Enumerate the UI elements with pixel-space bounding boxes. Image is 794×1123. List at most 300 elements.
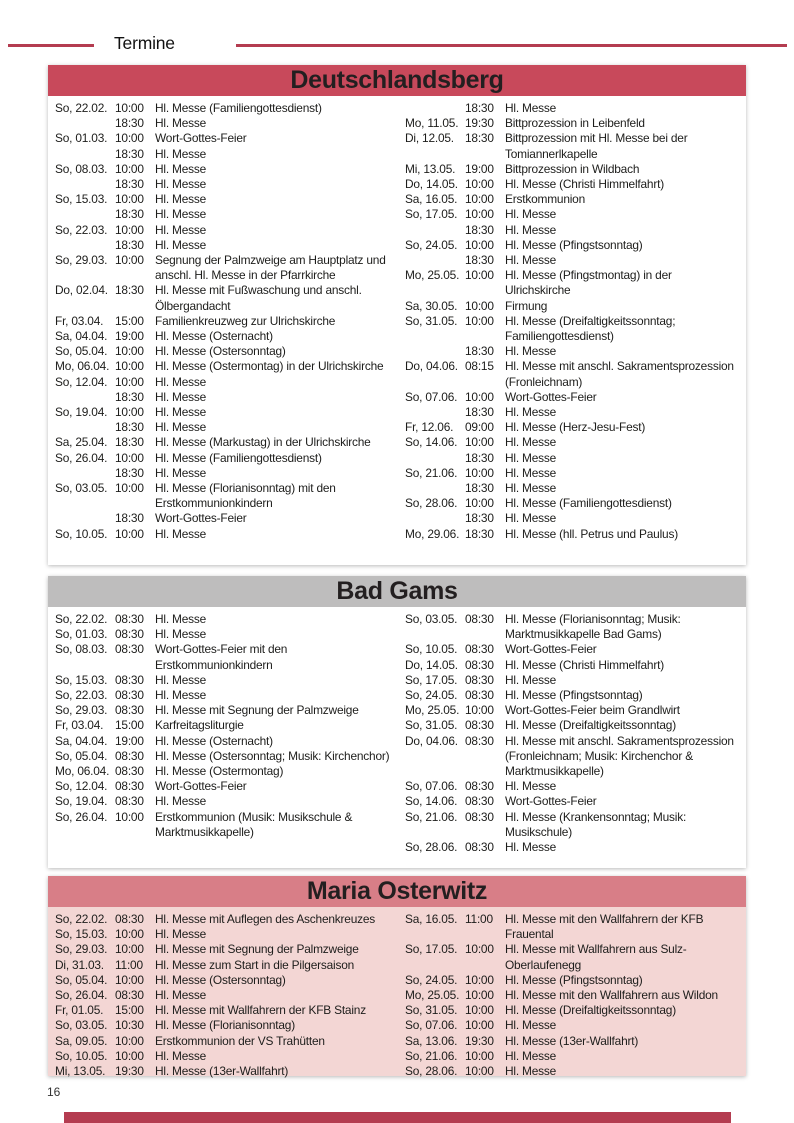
event-date: So, 19.04. (55, 405, 108, 420)
schedule-row (55, 238, 399, 253)
event-date: So, 24.05. (405, 972, 458, 987)
event-time: 08:30 (115, 688, 144, 703)
section-title-osterwitz: Maria Osterwitz (48, 876, 746, 907)
event-time: 10:00 (115, 972, 144, 987)
event-time: 18:30 (465, 344, 494, 359)
event-date: So, 03.05. (55, 481, 108, 496)
event-desc: Wort-Gottes-Feier (505, 642, 597, 657)
event-date: So, 28.06. (405, 1064, 458, 1079)
event-date: Mo, 06.04. (55, 764, 110, 779)
event-time: 18:30 (115, 420, 144, 435)
event-desc: Hl. Messe (155, 794, 207, 809)
schedule-row (405, 1018, 739, 1033)
event-desc: Hl. Messe (155, 526, 207, 541)
schedule-row (55, 451, 399, 466)
event-date: So, 17.05. (405, 672, 458, 687)
event-desc: Familienkreuzweg zur Ulrichskirche (155, 313, 336, 328)
event-date: So, 03.05. (405, 612, 458, 626)
event-date: So, 05.04. (55, 344, 108, 359)
event-time: 10:00 (115, 927, 144, 942)
event-date: Sa, 09.05. (55, 1033, 108, 1048)
event-desc: Hl. Messe (505, 253, 557, 268)
schedule-row (405, 405, 739, 420)
schedule-row (405, 116, 739, 131)
schedule-row (55, 223, 399, 238)
event-desc: Erstkommunion (505, 192, 586, 207)
event-time: 10:00 (115, 192, 144, 207)
schedule-row (55, 794, 399, 809)
event-date: So, 07.06. (405, 1018, 458, 1033)
event-time: 10:00 (465, 1018, 494, 1033)
event-desc: Hl. Messe (155, 207, 207, 222)
event-desc: Hl. Messe (155, 374, 207, 389)
footer-rule (64, 1112, 731, 1123)
event-date: Do, 04.06. (405, 733, 458, 748)
event-date (55, 420, 115, 435)
schedule-row (55, 764, 399, 779)
schedule-row (405, 238, 739, 253)
event-time: 08:30 (115, 794, 144, 809)
event-time: 18:30 (115, 283, 144, 298)
page-title: Termine (114, 33, 175, 53)
event-desc: Hl. Messe (155, 161, 207, 176)
event-date: Sa, 30.05. (405, 298, 458, 313)
event-time: 18:30 (115, 207, 144, 222)
event-date (55, 207, 115, 222)
event-date: So, 22.02. (55, 612, 108, 626)
schedule-row (55, 1003, 399, 1018)
event-desc: Hl. Messe (Dreifaltigkeitssonntag) (505, 718, 676, 733)
event-time: 10:00 (465, 1003, 494, 1018)
schedule-column-left (55, 612, 399, 855)
event-time: 10:00 (115, 359, 144, 374)
schedule-row (405, 435, 739, 450)
event-date (55, 511, 115, 526)
event-desc: Hl. Messe (505, 511, 557, 526)
event-date: So, 14.06. (405, 794, 458, 809)
event-desc: Hl. Messe (505, 1048, 557, 1063)
event-time: 10:00 (465, 496, 494, 511)
event-date: So, 22.02. (55, 101, 108, 115)
header-rule-right (236, 44, 787, 47)
event-time: 18:30 (465, 481, 494, 496)
event-time: 11:00 (465, 912, 493, 926)
event-time: 08:30 (115, 748, 144, 763)
schedule-row (55, 405, 399, 420)
event-time: 10:00 (115, 481, 144, 496)
event-desc: Hl. Messe mit anschl. Sakramentsprozession (Fronleichnam; Musik: Kirchenchor & Marktmusikkapelle) (505, 733, 734, 779)
event-desc: Hl. Messe mit Segnung der Palmzweige (155, 703, 359, 718)
event-desc: Hl. Messe (Ostersonntag) (155, 972, 286, 987)
event-desc: Hl. Messe zum Start in die Pilgersaison (155, 957, 355, 972)
event-time: 08:30 (465, 718, 494, 733)
event-time: 10:00 (115, 526, 144, 541)
event-time: 18:30 (115, 146, 144, 161)
event-time: 15:00 (115, 313, 144, 328)
event-desc: Wort-Gottes-Feier mit den Erstkommunionkindern (155, 642, 288, 672)
event-time: 08:30 (465, 794, 494, 809)
event-date: So, 03.05. (55, 1018, 108, 1033)
event-desc: Hl. Messe (505, 465, 557, 480)
event-date: Do, 14.05. (405, 177, 458, 192)
event-desc: Hl. Messe (Familiengottesdienst) (155, 101, 322, 115)
schedule-row (405, 223, 739, 238)
schedule-column-right (405, 612, 739, 855)
event-time: 08:30 (465, 642, 494, 657)
event-time: 10:00 (465, 268, 494, 283)
schedule-row (405, 481, 739, 496)
schedule-row (55, 375, 399, 390)
event-time: 18:30 (465, 511, 494, 526)
event-desc: Hl. Messe (155, 627, 207, 642)
schedule-row (55, 703, 399, 718)
event-date: So, 29.03. (55, 703, 108, 718)
schedule-row (55, 1049, 399, 1064)
event-time: 18:30 (115, 237, 144, 252)
event-desc: Segnung der Palmzweige am Hauptplatz und anschl. Hl. Messe in der Pfarrkirche (155, 253, 386, 283)
event-desc: Wort-Gottes-Feier (505, 794, 597, 809)
event-desc: Hl. Messe (505, 840, 557, 855)
schedule-row (405, 1034, 739, 1049)
event-date (405, 223, 465, 238)
event-time: 10:00 (115, 161, 144, 176)
event-time: 10:30 (115, 1018, 144, 1033)
event-date: So, 22.03. (55, 688, 108, 703)
event-time: 10:00 (465, 465, 494, 480)
event-date: So, 10.05. (405, 642, 458, 657)
event-time: 08:30 (465, 809, 494, 824)
event-desc: Wort-Gottes-Feier (155, 779, 247, 794)
event-desc: Hl. Messe (155, 672, 207, 687)
event-time: 10:00 (465, 177, 494, 192)
event-time: 18:30 (115, 465, 144, 480)
event-time: 10:00 (115, 450, 144, 465)
schedule-badgams (48, 607, 746, 855)
event-desc: Wort-Gottes-Feier beim Grandlwirt (505, 703, 680, 718)
schedule-row (405, 451, 739, 466)
event-date: Fr, 01.05. (55, 1003, 104, 1018)
event-desc: Hl. Messe (Familiengottesdienst) (505, 496, 672, 511)
event-date: So, 28.06. (405, 496, 458, 511)
schedule-row (55, 627, 399, 642)
schedule-row (55, 359, 399, 374)
schedule-row (405, 131, 739, 161)
section-title-deutschlandsberg: Deutschlandsberg (48, 65, 746, 96)
event-time: 10:00 (465, 298, 494, 313)
event-date: So, 28.06. (405, 840, 458, 855)
event-desc: Hl. Messe (505, 207, 557, 222)
event-time: 18:30 (465, 526, 494, 541)
event-desc: Karfreitagsliturgie (155, 718, 244, 733)
schedule-row (55, 912, 399, 927)
event-desc: Hl. Messe (505, 344, 557, 359)
event-date: So, 24.05. (405, 237, 458, 252)
event-time: 18:30 (465, 222, 494, 237)
event-desc: Erstkommunion (Musik: Musikschule & Marktmusikkapelle) (155, 809, 353, 839)
schedule-row (405, 466, 739, 481)
event-desc: Hl. Messe (155, 988, 207, 1003)
event-time: 08:30 (115, 912, 144, 926)
event-date: So, 29.03. (55, 253, 108, 268)
event-time: 10:00 (465, 1048, 494, 1063)
event-date: So, 07.06. (405, 389, 458, 404)
event-desc: Hl. Messe (155, 222, 207, 237)
schedule-row (405, 268, 739, 298)
event-desc: Hl. Messe (505, 672, 557, 687)
event-time: 08:30 (115, 627, 144, 642)
schedule-row (55, 511, 399, 526)
event-desc: Hl. Messe (Dreifaltigkeitssonntag; Familiengottesdienst) (505, 313, 676, 344)
event-date: Sa, 04.04. (55, 329, 108, 344)
event-desc: Hl. Messe (Florianisonntag) mit den Erstkommunionkindern (155, 481, 336, 511)
schedule-row (405, 673, 739, 688)
event-date (405, 253, 465, 268)
event-desc: Hl. Messe (Markustag) in der Ulrichskirche (155, 435, 371, 450)
event-date: Mo, 06.04. (55, 359, 110, 374)
event-date: Do, 02.04. (55, 283, 108, 298)
event-time: 15:00 (115, 718, 144, 733)
schedule-row (55, 734, 399, 749)
event-desc: Firmung (505, 298, 548, 313)
schedule-row (405, 642, 739, 657)
event-date (55, 147, 115, 162)
schedule-deutschlandsberg (48, 96, 746, 542)
event-date: So, 15.03. (55, 192, 108, 207)
event-desc: Hl. Messe (hll. Petrus und Paulus) (505, 526, 678, 541)
schedule-row (405, 973, 739, 988)
event-desc: Bittprozession in Leibenfeld (505, 116, 645, 131)
schedule-row (405, 511, 739, 526)
event-date: So, 08.03. (55, 642, 108, 657)
event-time: 10:00 (115, 131, 144, 146)
event-desc: Hl. Messe (155, 465, 207, 480)
event-desc: Hl. Messe mit Wallfahrern der KFB Stainz (155, 1003, 366, 1018)
event-desc: Hl. Messe (505, 405, 557, 420)
schedule-row (405, 162, 739, 177)
schedule-row (405, 192, 739, 207)
event-time: 19:00 (115, 329, 144, 344)
event-date (405, 405, 465, 420)
schedule-row (405, 527, 739, 542)
event-date: Mo, 25.05. (405, 268, 460, 283)
event-desc: Hl. Messe (Osternacht) (155, 329, 273, 344)
event-desc: Hl. Messe (Florianisonntag) (155, 1018, 295, 1033)
event-date: So, 10.05. (55, 526, 108, 541)
event-date: So, 08.03. (55, 161, 108, 176)
event-desc: Hl. Messe (505, 1064, 557, 1079)
schedule-row (405, 840, 739, 855)
schedule-column-left (55, 912, 399, 1079)
event-desc: Hl. Messe (505, 1018, 557, 1033)
event-desc: Wort-Gottes-Feier (505, 389, 597, 404)
event-desc: Hl. Messe (155, 192, 207, 207)
event-date: So, 22.03. (55, 222, 108, 237)
event-date (55, 466, 115, 481)
event-time: 08:30 (465, 672, 494, 687)
event-desc: Hl. Messe (505, 435, 557, 450)
schedule-row (55, 1034, 399, 1049)
event-date: So, 14.06. (405, 435, 458, 450)
event-date: So, 26.04. (55, 988, 108, 1003)
event-date: Sa, 16.05. (405, 192, 458, 207)
event-desc: Hl. Messe (Ostermontag) (155, 764, 284, 779)
event-time: 11:00 (115, 957, 143, 972)
event-date: So, 21.06. (405, 1048, 458, 1063)
event-desc: Hl. Messe (Pfingstsonntag) (505, 237, 643, 252)
event-desc: Hl. Messe (155, 420, 207, 435)
section-osterwitz (48, 876, 746, 1079)
schedule-row (405, 299, 739, 314)
event-desc: Hl. Messe (155, 116, 207, 131)
schedule-row (55, 718, 399, 733)
event-date: So, 26.04. (55, 450, 108, 465)
event-time: 19:00 (465, 161, 494, 176)
schedule-row (405, 688, 739, 703)
schedule-row (55, 612, 399, 627)
event-time: 08:30 (465, 612, 494, 626)
event-time: 10:00 (115, 222, 144, 237)
schedule-row (55, 131, 399, 146)
event-desc: Hl. Messe (Familiengottesdienst) (155, 450, 322, 465)
event-desc: Hl. Messe (155, 389, 207, 404)
event-date: Mo, 29.06. (405, 526, 460, 541)
event-date (55, 238, 115, 253)
event-desc: Hl. Messe (505, 450, 557, 465)
event-time: 15:00 (115, 1003, 144, 1018)
event-date: So, 05.04. (55, 972, 108, 987)
schedule-column-right (405, 101, 739, 542)
schedule-row (405, 988, 739, 1003)
event-time: 08:15 (465, 359, 494, 374)
schedule-row (55, 988, 399, 1003)
event-time: 08:30 (115, 764, 144, 779)
schedule-row (55, 162, 399, 177)
event-desc: Hl. Messe (Florianisonntag; Musik: Marktmusikkapelle Bad Gams) (505, 612, 681, 642)
event-date: Do, 14.05. (405, 657, 458, 672)
event-date (405, 344, 465, 359)
event-date: So, 22.02. (55, 912, 108, 926)
schedule-row (55, 973, 399, 988)
event-date: Sa, 04.04. (55, 733, 108, 748)
event-time: 18:30 (115, 116, 144, 131)
event-time: 08:30 (115, 672, 144, 687)
schedule-row (405, 420, 739, 435)
event-time: 08:30 (115, 612, 144, 626)
schedule-row (55, 314, 399, 329)
event-time: 10:00 (465, 192, 494, 207)
event-time: 10:00 (115, 374, 144, 389)
event-date: So, 12.04. (55, 779, 108, 794)
schedule-row (405, 942, 739, 972)
schedule-row (405, 101, 739, 116)
event-time: 10:00 (115, 942, 144, 957)
event-desc: Wort-Gottes-Feier (155, 131, 247, 146)
schedule-row (55, 147, 399, 162)
event-desc: Hl. Messe (155, 146, 207, 161)
schedule-row (405, 779, 739, 794)
event-desc: Hl. Messe (Pfingstsonntag) (505, 688, 643, 703)
event-time: 10:00 (465, 435, 494, 450)
event-date: So, 29.03. (55, 942, 108, 957)
event-desc: Hl. Messe (155, 612, 207, 626)
schedule-row (55, 435, 399, 450)
event-date: So, 21.06. (405, 809, 458, 824)
event-desc: Hl. Messe mit anschl. Sakramentsprozession (Fronleichnam) (505, 359, 734, 389)
schedule-row (55, 688, 399, 703)
event-time: 10:00 (465, 207, 494, 222)
schedule-row (55, 673, 399, 688)
schedule-row (405, 1064, 739, 1079)
event-time: 18:30 (465, 405, 494, 420)
event-time: 08:30 (465, 657, 494, 672)
event-date: Fr, 12.06. (405, 420, 454, 435)
schedule-row (405, 1003, 739, 1018)
schedule-row (55, 527, 399, 542)
event-date: Mi, 13.05. (55, 1064, 106, 1079)
schedule-row (405, 734, 739, 780)
event-desc: Hl. Messe (Ostermontag) in der Ulrichskirche (155, 359, 384, 374)
event-time: 18:30 (465, 131, 494, 146)
event-date (405, 101, 465, 116)
event-desc: Hl. Messe mit den Wallfahrern aus Wildon (505, 988, 718, 1003)
event-time: 18:30 (115, 511, 144, 526)
event-time: 10:00 (465, 972, 494, 987)
schedule-row (55, 927, 399, 942)
event-time: 08:30 (465, 779, 494, 794)
event-date: So, 17.05. (405, 207, 458, 222)
event-date: Mi, 13.05. (405, 161, 456, 176)
page-number: 16 (47, 1085, 61, 1099)
schedule-row (55, 207, 399, 222)
event-time: 18:30 (465, 253, 494, 268)
section-deutschlandsberg (48, 65, 746, 565)
event-time: 10:00 (115, 1048, 144, 1063)
event-date: So, 15.03. (55, 927, 108, 942)
schedule-row (55, 329, 399, 344)
event-date: Di, 12.05. (405, 131, 454, 146)
event-time: 18:30 (465, 101, 494, 115)
event-time: 18:30 (115, 177, 144, 192)
event-desc: Hl. Messe (13er-Wallfahrt) (505, 1033, 639, 1048)
event-time: 10:00 (115, 1033, 144, 1048)
event-desc: Hl. Messe (Ostersonntag) (155, 344, 286, 359)
event-desc: Hl. Messe (Pfingstsonntag) (505, 972, 643, 987)
schedule-row (405, 703, 739, 718)
schedule-row (405, 912, 739, 942)
event-date: So, 31.05. (405, 1003, 458, 1018)
event-desc: Hl. Messe (155, 1048, 207, 1063)
event-desc: Hl. Messe (Krankensonntag; Musik: Musikschule) (505, 809, 687, 839)
event-time: 10:00 (465, 1064, 494, 1079)
event-time: 10:00 (115, 101, 144, 115)
event-desc: Hl. Messe (Christi Himmelfahrt) (505, 177, 664, 192)
event-desc: Hl. Messe (Pfingstmontag) in der Ulrichskirche (505, 268, 672, 298)
event-date: Mo, 25.05. (405, 988, 460, 1003)
header-rule-left (8, 44, 94, 47)
event-desc: Hl. Messe mit Auflegen des Aschenkreuzes (155, 912, 376, 926)
schedule-row (405, 314, 739, 344)
schedule-row (405, 794, 739, 809)
event-time: 10:00 (115, 344, 144, 359)
schedule-row (405, 390, 739, 405)
event-desc: Hl. Messe (505, 222, 557, 237)
event-date: So, 01.03. (55, 627, 108, 642)
event-desc: Hl. Messe (505, 779, 557, 794)
event-time: 10:00 (465, 988, 494, 1003)
event-time: 09:00 (465, 420, 494, 435)
event-date: So, 21.06. (405, 465, 458, 480)
schedule-row (55, 116, 399, 131)
